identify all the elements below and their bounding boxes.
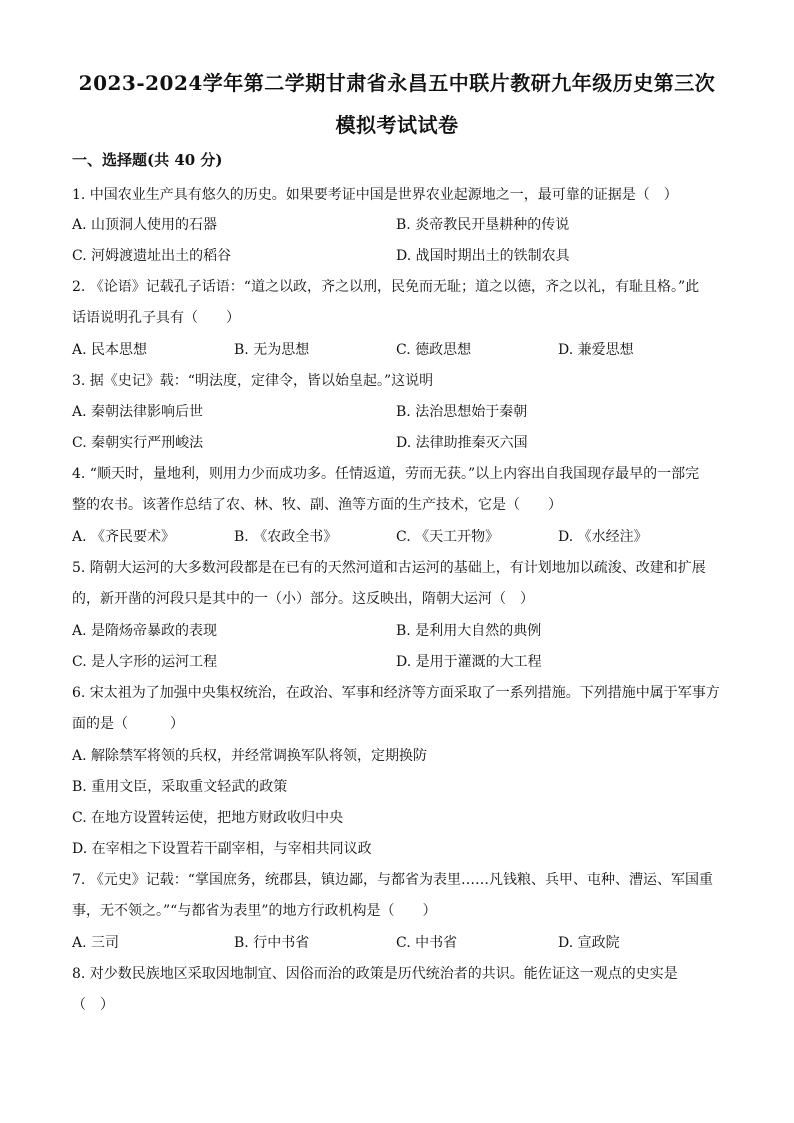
question-3-option-a: A. 秦朝法律影响后世 [72,404,204,420]
question-1-option-b: B. 炎帝教民开垦耕种的传说 [396,217,570,233]
question-6-line-1: 6. 宋太祖为了加强中央集权统治，在政治、军事和经济等方面采取了一系列措施。下列措施中属于军事方 [72,685,720,701]
question-7-option-d: D. 宣政院 [558,935,620,951]
question-2-option-a: A. 民本思想 [72,342,148,358]
question-6-option-a: A. 解除禁军将领的兵权，并经常调换军队将领，定期换防 [72,748,428,764]
question-2-line-2: 话语说明孔子具有（ ） [72,310,240,326]
question-7-option-c: C. 中书省 [396,935,458,951]
question-3-line-1: 3. 据《史记》载：“明法度，定律令，皆以始皇起。”这说明 [72,373,434,389]
question-7-line-1: 7. 《元史》记载：“掌国庶务，统郡县，镇边鄙，与都省为表里……凡钱粮、兵甲、屯种、漕运、军国重 [72,872,713,888]
question-3-option-d: D. 法律助推秦灭六国 [396,435,528,451]
question-4-line-2: 整的农书。该著作总结了农、林、牧、副、渔等方面的生产技术，它是（ ） [72,497,562,513]
question-7-option-b: B. 行中书省 [234,935,310,951]
question-6-option-d: D. 在宰相之下设置若干副宰相，与宰相共同议政 [72,841,372,857]
question-1-option-d: D. 战国时期出土的铁制农具 [396,248,570,264]
question-5-option-a: A. 是隋炀帝暴政的表现 [72,623,218,639]
question-5-option-b: B. 是利用大自然的典例 [396,623,542,639]
question-1-option-a: A. 山顶洞人使用的石器 [72,217,218,233]
question-7-option-a: A. 三司 [72,935,120,951]
question-8-line-1: 8. 对少数民族地区采取因地制宜、因俗而治的政策是历代统治者的共识。能佐证这一观点的史实是 [72,966,678,982]
question-5-option-c: C. 是人字形的运河工程 [72,654,218,670]
question-6-line-2: 面的是（ ） [72,716,184,732]
question-2-option-d: D. 兼爱思想 [558,342,634,358]
question-5-line-1: 5. 隋朝大运河的大多数河段都是在已有的天然河道和古运河的基础上，有计划地加以疏浚、改建和扩展 [72,560,706,576]
exam-title-line-1: 2023-2024学年第二学期甘肃省永昌五中联片教研九年级历史第三次 [78,71,716,95]
question-5-option-d: D. 是用于灌溉的大工程 [396,654,542,670]
question-2-line-1: 2. 《论语》记载孔子话语：“道之以政，齐之以刑，民免而无耻；道之以德，齐之以礼，有耻且格。”此 [72,279,700,295]
exam-title-line-2: 模拟考试试卷 [335,113,459,137]
question-4-option-d: D. 《水经注》 [558,529,648,545]
question-5-line-2: 的，新开凿的河段只是其中的一（小）部分。这反映出，隋朝大运河（ ） [72,591,534,607]
question-7-line-2: 事，无不领之。”“与都省为表里”的地方行政机构是（ ） [72,903,437,919]
question-6-option-c: C. 在地方设置转运使，把地方财政收归中央 [72,810,344,826]
question-1-option-c: C. 河姆渡遗址出土的稻谷 [72,248,232,264]
question-4-option-b: B. 《农政全书》 [234,529,338,545]
question-4-line-1: 4. “顺天时，量地利，则用力少而成功多。任情返道，劳而无获。”以上内容出自我国现存最早的一部完 [72,466,700,482]
question-4-option-a: A. 《齐民要术》 [72,529,176,545]
question-3-option-c: C. 秦朝实行严刑峻法 [72,435,204,451]
question-1-line-1: 1. 中国农业生产具有悠久的历史。如果要考证中国是世界农业起源地之一，最可靠的证据是（ ） [72,187,678,203]
question-3-option-b: B. 法治思想始于秦朝 [396,404,528,420]
question-4-option-c: C. 《天工开物》 [396,529,500,545]
section-header: 一、选择题(共 40 分) [72,151,223,169]
question-8-line-2: （ ） [72,997,114,1013]
question-2-option-b: B. 无为思想 [234,342,310,358]
question-6-option-b: B. 重用文臣，采取重文轻武的政策 [72,779,288,795]
question-2-option-c: C. 德政思想 [396,342,472,358]
